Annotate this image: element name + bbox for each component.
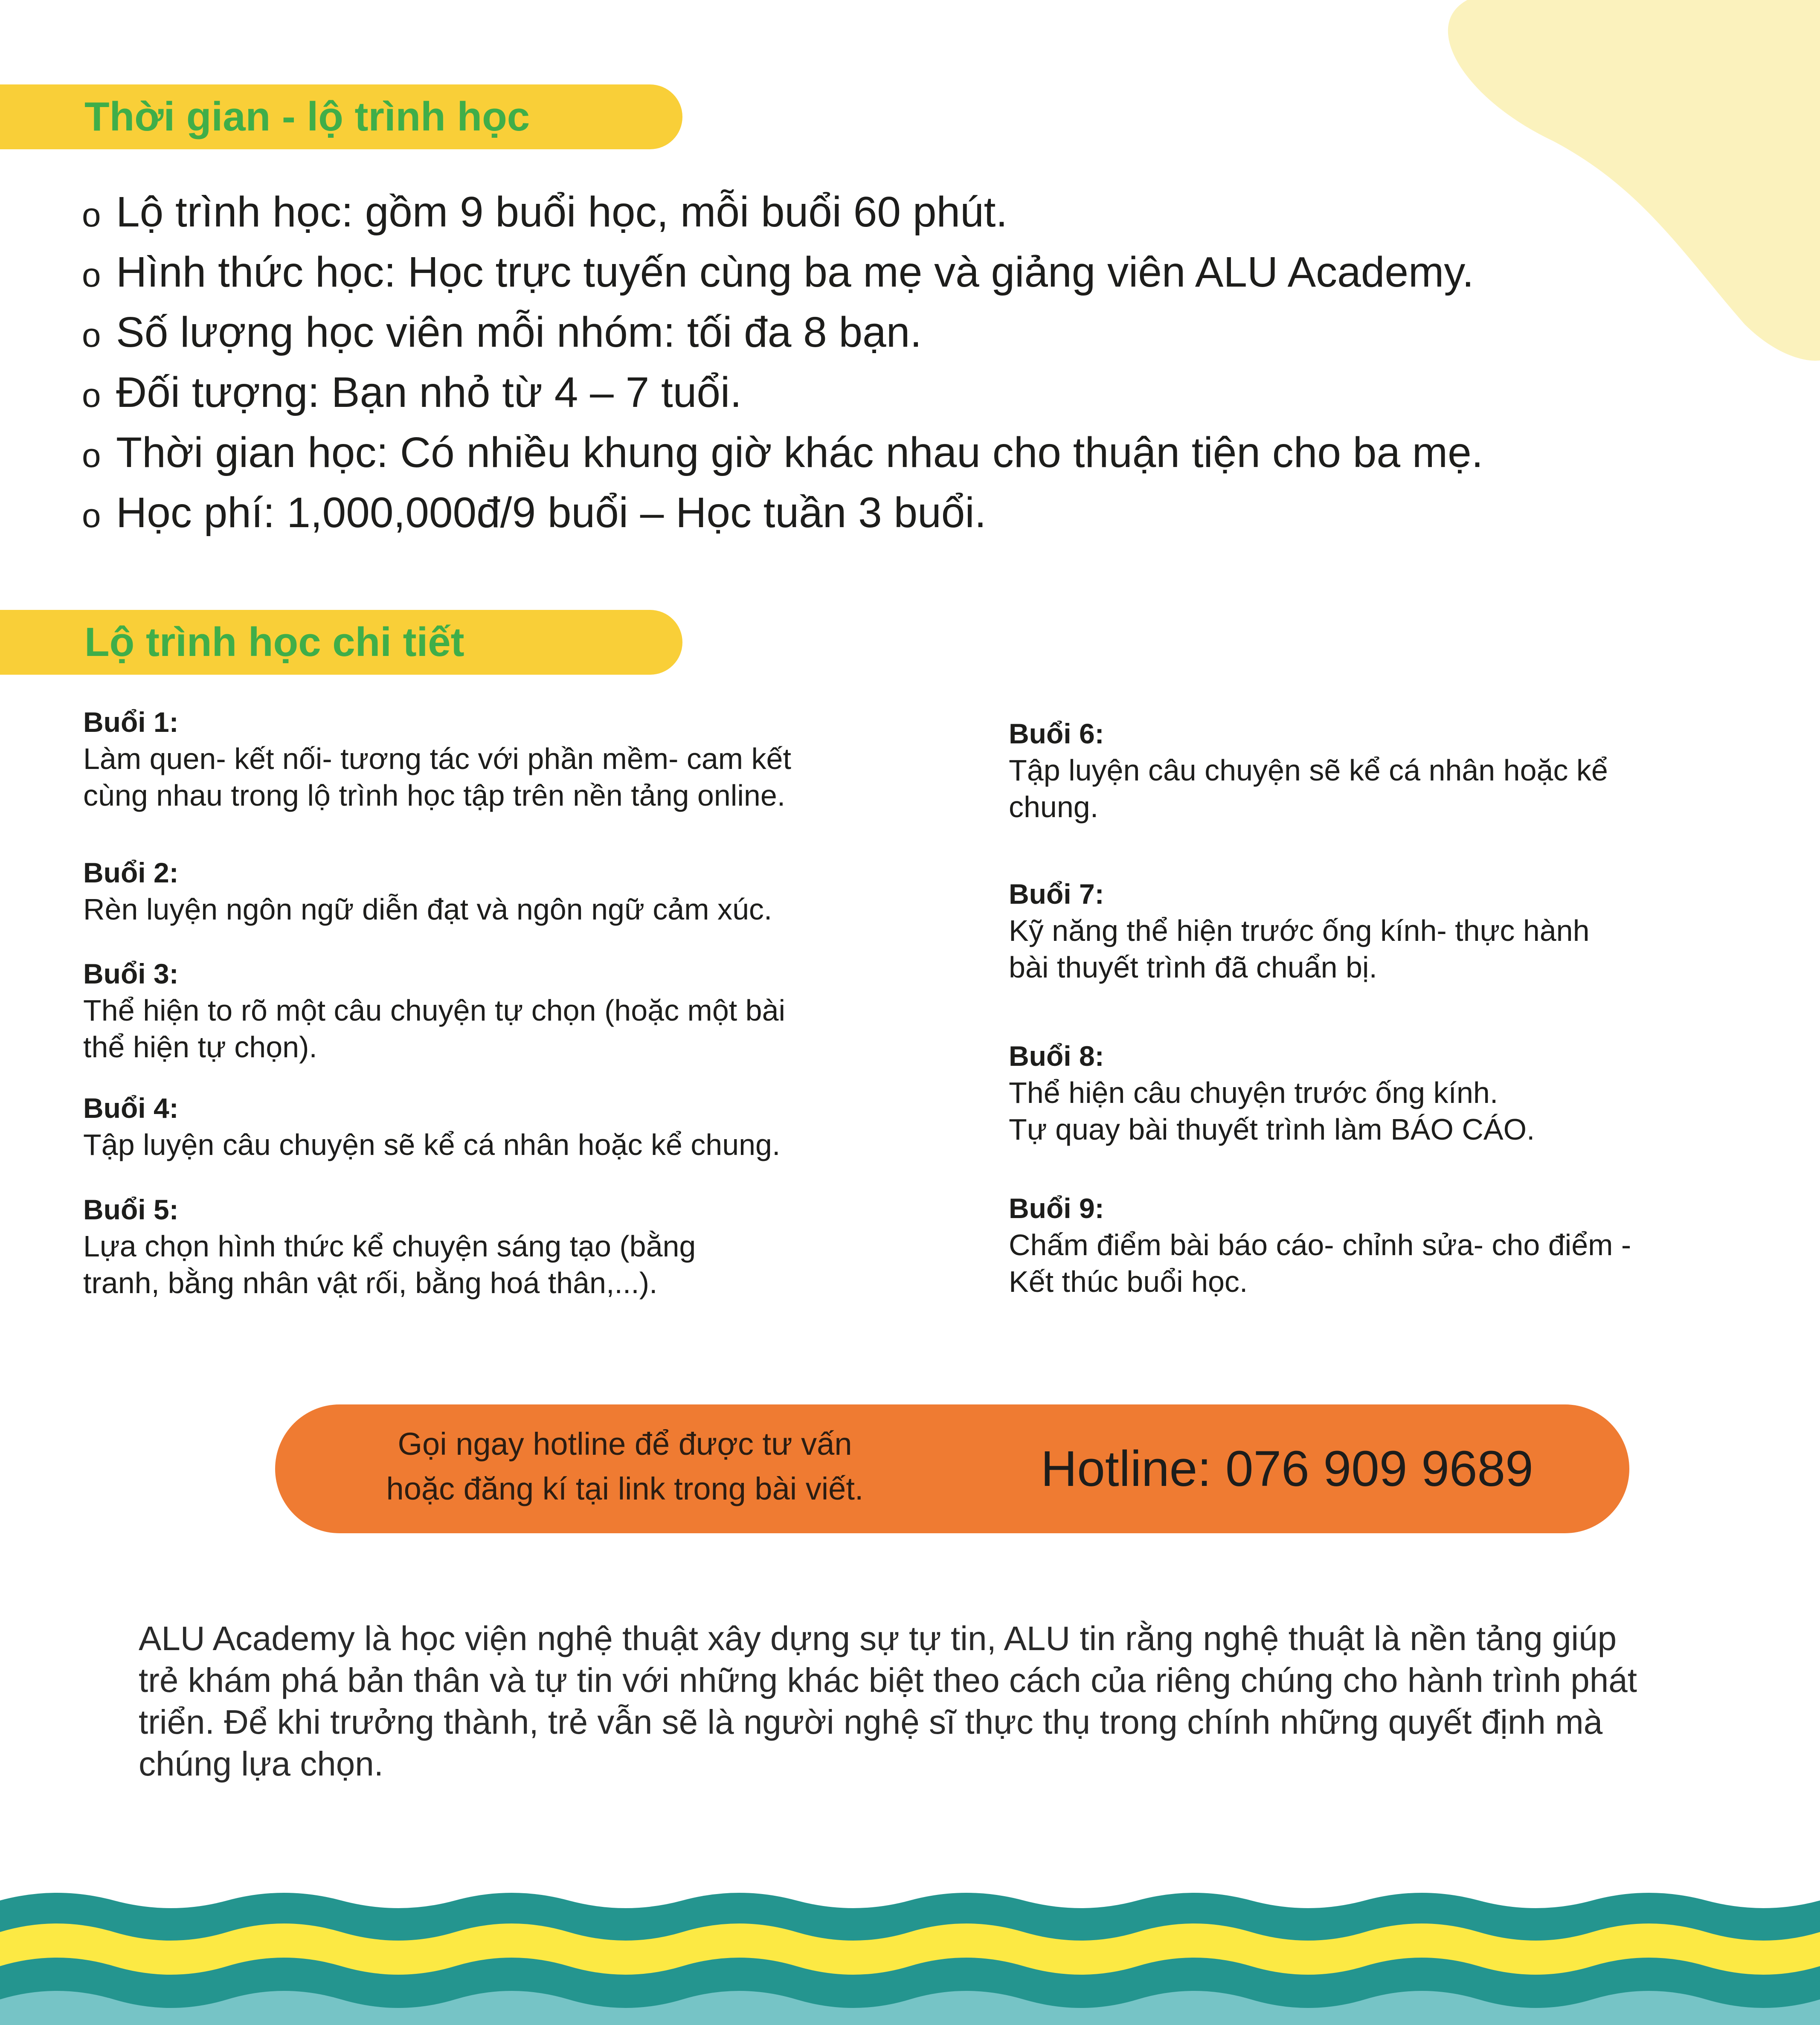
- session-2: [83, 854, 970, 928]
- circle-bullet-icon: o: [82, 196, 101, 234]
- session-label: Buổi 8:: [1009, 1040, 1104, 1072]
- yellow-blob-shape: [1448, 0, 1820, 361]
- session-label: Buổi 2:: [83, 857, 179, 888]
- list-item-text: Lộ trình học: gồm 9 buổi học, mỗi buổi 60 phút.: [116, 188, 1008, 236]
- section-overview-title: Thời gian - lộ trình học: [84, 94, 530, 139]
- list-item: [82, 484, 1483, 544]
- session-description: Lựa chọn hình thức kể chuyện sáng tạo (bằng tranh, bằng nhân vật rối, bằng hoá thân,...).: [83, 1230, 696, 1300]
- session-label: Buổi 1:: [83, 706, 179, 738]
- hotline-number[interactable]: Hotline: 076 909 9689: [1041, 1441, 1533, 1497]
- session-description: Chấm điểm bài báo cáo- chỉnh sửa- cho điểm - Kết thúc buổi học.: [1009, 1228, 1631, 1298]
- list-item-text: Số lượng học viên mỗi nhóm: tối đa 8 bạn.: [116, 308, 922, 356]
- section-overview-header: [0, 84, 682, 149]
- overview-list: [82, 183, 1483, 544]
- session-description: Làm quen- kết nối- tương tác với phần mềm- cam kết cùng nhau trong lộ trình học tập trên nền tảng online.: [83, 742, 791, 812]
- section-detail-header: [0, 610, 682, 675]
- list-item-text: Đối tượng: Bạn nhỏ từ 4 – 7 tuổi.: [116, 368, 742, 416]
- list-item-text: Thời gian học: Có nhiều khung giờ khác nhau cho thuận tiện cho ba mẹ.: [116, 429, 1483, 476]
- session-6: [1009, 715, 1820, 825]
- decorative-waves: [0, 1885, 1820, 2025]
- list-item: [82, 424, 1483, 484]
- list-item: [82, 183, 1483, 244]
- circle-bullet-icon: o: [82, 256, 101, 294]
- circle-bullet-icon: o: [82, 316, 101, 354]
- session-7: [1009, 876, 1820, 986]
- session-label: Buổi 5:: [83, 1194, 179, 1225]
- session-label: Buổi 7:: [1009, 878, 1104, 910]
- session-1: [83, 704, 970, 814]
- session-label: Buổi 4:: [83, 1092, 179, 1124]
- session-description: Thể hiện câu chuyện trước ống kính. Tự quay bài thuyết trình làm BÁO CÁO.: [1009, 1076, 1535, 1146]
- session-description: Kỹ năng thể hiện trước ống kính- thực hành bài thuyết trình đã chuẩn bị.: [1009, 914, 1590, 984]
- about-paragraph: ALU Academy là học viện nghệ thuật xây dựng sự tự tin, ALU tin rằng nghệ thuật là nền tảng giúp trẻ khám phá bản thân và tự tin với những khác biệt theo cách của riêng chúng cho hành trình phát triển. Để khi trưởng thành, trẻ vẫn sẽ là người nghệ sĩ thực thụ trong chính những quyết định mà chúng lựa chọn.: [139, 1619, 1637, 1783]
- session-description: Rèn luyện ngôn ngữ diễn đạt và ngôn ngữ cảm xúc.: [83, 893, 772, 926]
- list-item: [82, 244, 1483, 304]
- session-description: Thể hiện to rõ một câu chuyện tự chọn (hoặc một bài thể hiện tự chọn).: [83, 994, 786, 1064]
- circle-bullet-icon: o: [82, 436, 101, 474]
- session-5: [83, 1191, 970, 1301]
- list-item: [82, 304, 1483, 364]
- circle-bullet-icon: o: [82, 376, 101, 414]
- list-item: [82, 364, 1483, 424]
- circle-bullet-icon: o: [82, 496, 101, 534]
- hotline-banner[interactable]: [275, 1404, 1629, 1533]
- session-description: Tập luyện câu chuyện sẽ kể cá nhân hoặc kể chung.: [83, 1128, 781, 1161]
- session-label: Buổi 9:: [1009, 1192, 1104, 1224]
- session-8: [1009, 1038, 1820, 1148]
- session-description: Tập luyện câu chuyện sẽ kể cá nhân hoặc kể chung.: [1009, 754, 1608, 824]
- session-label: Buổi 6:: [1009, 718, 1104, 749]
- session-label: Buổi 3:: [83, 958, 179, 989]
- list-item-text: Học phí: 1,000,000đ/9 buổi – Học tuần 3 buổi.: [116, 489, 987, 537]
- hotline-cta-text: Gọi ngay hotline để được tư vấn hoặc đăng kí tại link trong bài viết.: [386, 1426, 864, 1506]
- session-4: [83, 1090, 970, 1163]
- session-3: [83, 955, 970, 1065]
- session-9: [1009, 1190, 1820, 1300]
- list-item-text: Hình thức học: Học trực tuyến cùng ba mẹ và giảng viên ALU Academy.: [116, 248, 1474, 296]
- section-detail-title: Lộ trình học chi tiết: [84, 619, 464, 665]
